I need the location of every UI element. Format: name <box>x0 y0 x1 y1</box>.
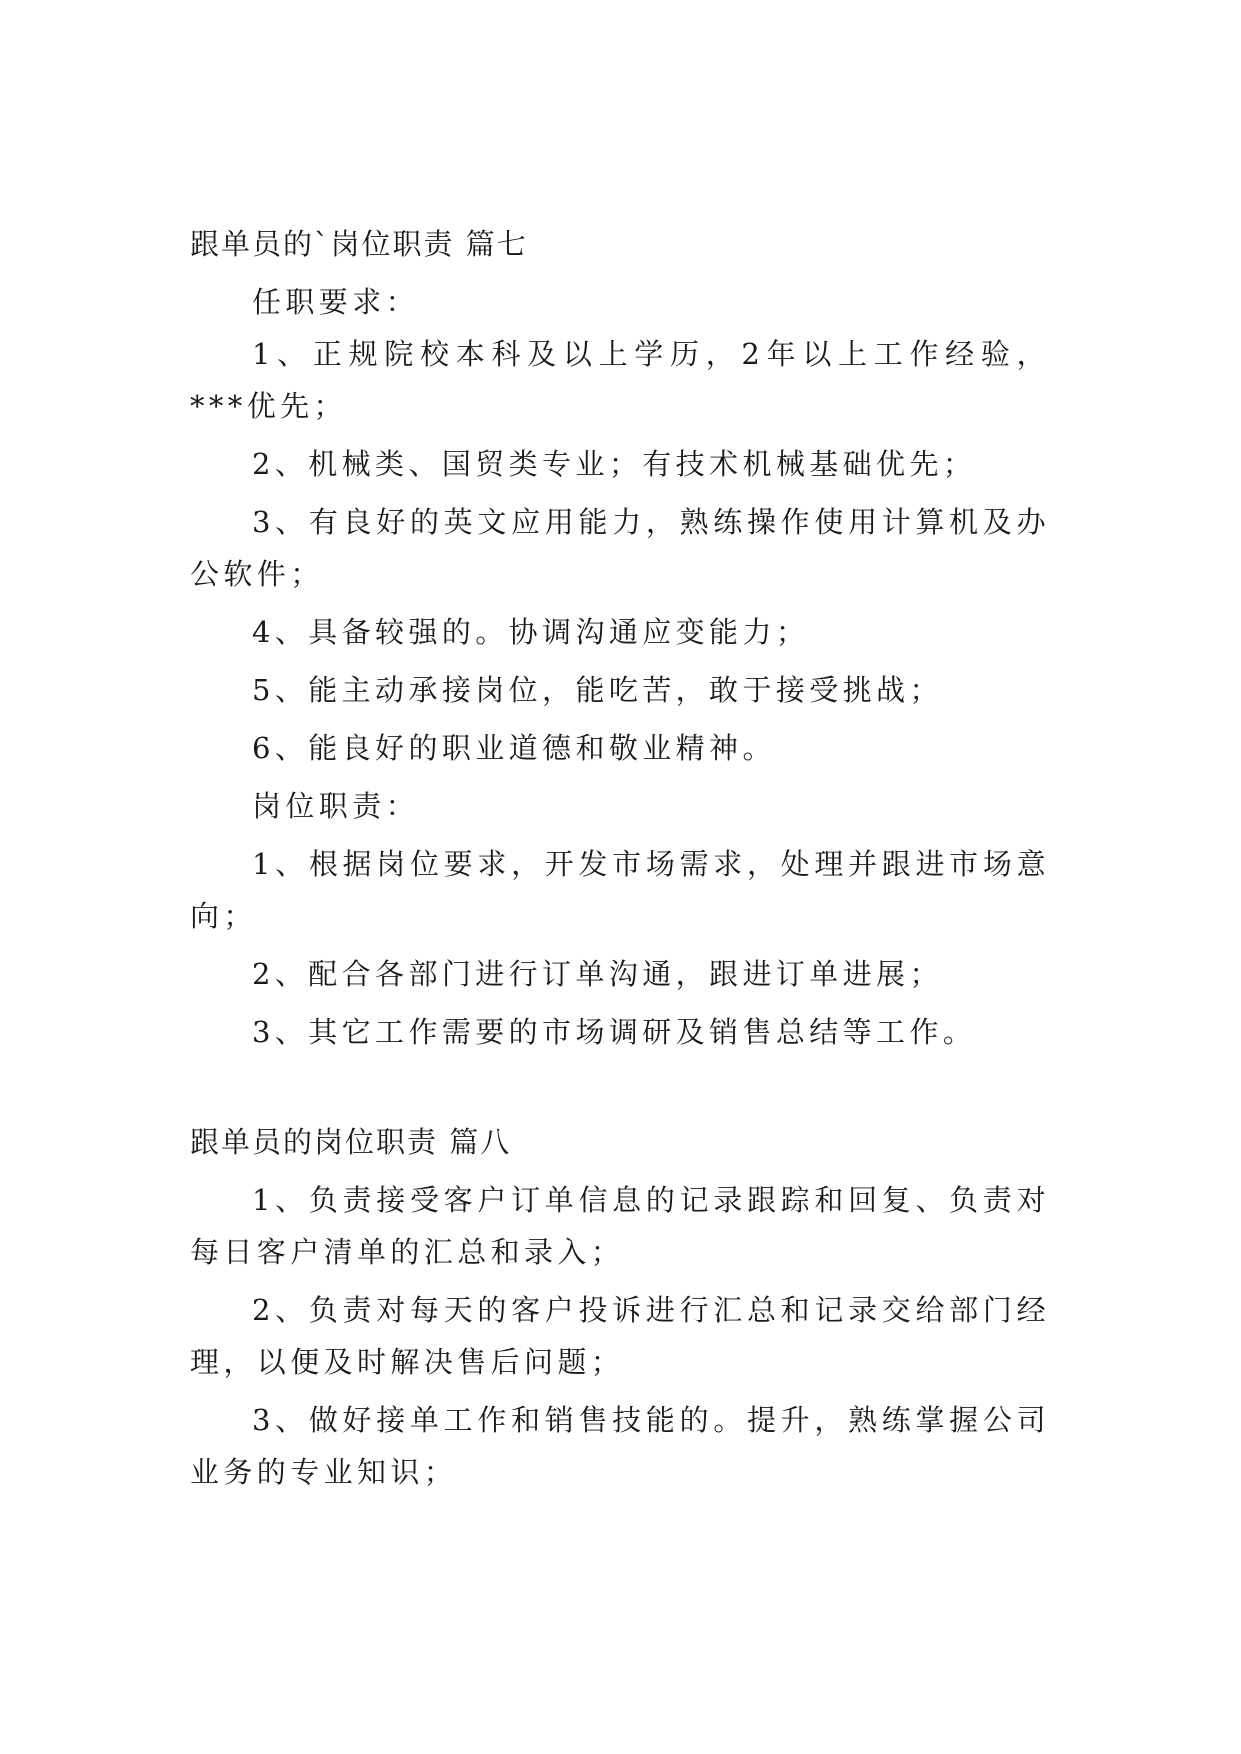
requirements-heading: 任职要求： <box>252 285 420 319</box>
requirement-item: 2、机械类、国贸类专业；有技术机械基础优先； <box>252 447 977 481</box>
duty-item: 2、配合各部门进行订单沟通，跟进订单进展； <box>252 957 943 991</box>
duty-item: 2、负责对每天的客户投诉进行汇总和记录交给部门经理，以便及时解决售后问题； <box>190 1293 1050 1379</box>
duty-item: 3、做好接单工作和销售技能的。提升，熟练掌握公司业务的专业知识； <box>190 1403 1050 1489</box>
requirement-item: 3、有良好的英文应用能力，熟练操作使用计算机及办公软件； <box>190 505 1050 591</box>
duty-item: 1、根据岗位要求，开发市场需求，处理并跟进市场意向； <box>190 847 1050 933</box>
requirement-item: 4、具备较强的。协调沟通应变能力； <box>252 615 810 649</box>
section-title: 跟单员的`岗位职责 篇七 <box>190 227 528 261</box>
requirement-item: 5、能主动承接岗位，能吃苦，敢于接受挑战； <box>252 673 943 707</box>
requirement-item: 6、能良好的职业道德和敬业精神。 <box>252 731 776 765</box>
requirement-item: 1、正规院校本科及以上学历，2年以上工作经验，***优先； <box>190 337 1050 423</box>
document-body <box>190 218 1050 1498</box>
section-title: 跟单员的岗位职责 篇八 <box>190 1125 512 1159</box>
duty-item: 1、负责接受客户订单信息的记录跟踪和回复、负责对每日客户清单的汇总和录入； <box>190 1183 1050 1269</box>
duties-heading: 岗位职责： <box>252 789 420 823</box>
duty-item: 3、其它工作需要的市场调研及销售总结等工作。 <box>252 1015 977 1049</box>
